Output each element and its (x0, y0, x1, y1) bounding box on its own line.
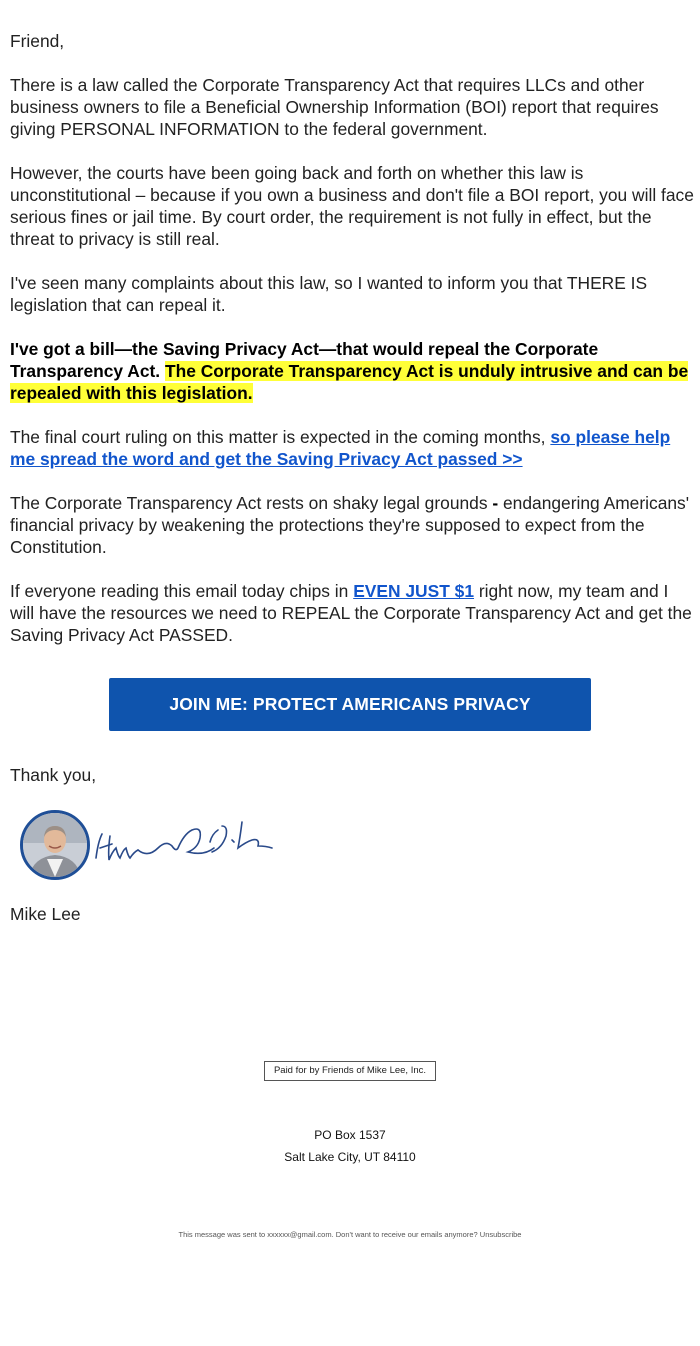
legal-grounds-text: The Corporate Transparency Act rests on shaky legal grounds (10, 493, 488, 513)
paragraph-3: I've seen many complaints about this law, so I wanted to inform you that THERE IS legislation that can repeal it. (10, 273, 648, 315)
address-line-2: Salt Lake City, UT 84110 (284, 1150, 416, 1164)
unsubscribe-link[interactable]: Unsubscribe (479, 1230, 522, 1239)
paragraph-5 (10, 426, 694, 470)
email-body (10, 30, 694, 668)
cta-container (109, 678, 591, 731)
signer-photo-icon (23, 813, 87, 877)
paragraph-6 (10, 492, 694, 558)
privacy-text: endangering Americans' financial privacy by weakening the protections they're supposed to expect from the Constitution. (10, 493, 690, 557)
avatar (20, 810, 90, 880)
recipient-notice: This message was sent to xxxxxx@gmail.com. Don't want to receive our emails anymore? (178, 1230, 478, 1239)
repeal-text: right now, my team and I will have the resources we need to REPEAL the Corporate Transparency Act and get the Saving Privacy Act PASSED. (10, 581, 692, 645)
handwritten-signature-icon (92, 812, 282, 876)
donate-one-dollar-link[interactable]: EVEN JUST $1 (353, 581, 475, 601)
chip-in-text: If everyone reading this email today chips in (10, 581, 349, 601)
highlighted-statement: The Corporate Transparency Act is unduly intrusive and can be repealed with this legislation. (10, 361, 689, 403)
bill-statement: I've got a bill—the Saving Privacy Act—that would repeal the Corporate Transparency Act. (10, 339, 599, 381)
address-line-1: PO Box 1537 (314, 1128, 386, 1142)
paragraph-7 (10, 580, 694, 646)
court-ruling-text: The final court ruling on this matter is expected in the coming months, (10, 427, 546, 447)
paragraph-2: However, the courts have been going back and forth on whether this law is unconstitutional – because if you own a business and don't file a BOI report, you will face serious fines or jail time. By court order, the requirement is not fully in effect, but the threat to privacy is still real. (10, 163, 694, 249)
paragraph-4 (10, 338, 694, 404)
greeting: Friend, (10, 31, 65, 51)
paid-for-disclaimer: Paid for by Friends of Mike Lee, Inc. (264, 1061, 436, 1081)
unsubscribe-note (0, 1230, 700, 1239)
signer-name: Mike Lee (10, 904, 81, 924)
paragraph-1: There is a law called the Corporate Transparency Act that requires LLCs and other business owners to file a Beneficial Ownership Information (BOI) report that requires giving PERSONAL INFORMATION to the federal government. (10, 75, 659, 139)
spread-the-word-link[interactable]: so please help me spread the word and get the Saving Privacy Act passed >> (10, 427, 671, 469)
join-me-button[interactable]: JOIN ME: PROTECT AMERICANS PRIVACY (109, 678, 591, 731)
signature-block (20, 808, 320, 880)
dash: - (492, 493, 499, 513)
sign-off: Thank you, (10, 765, 97, 785)
